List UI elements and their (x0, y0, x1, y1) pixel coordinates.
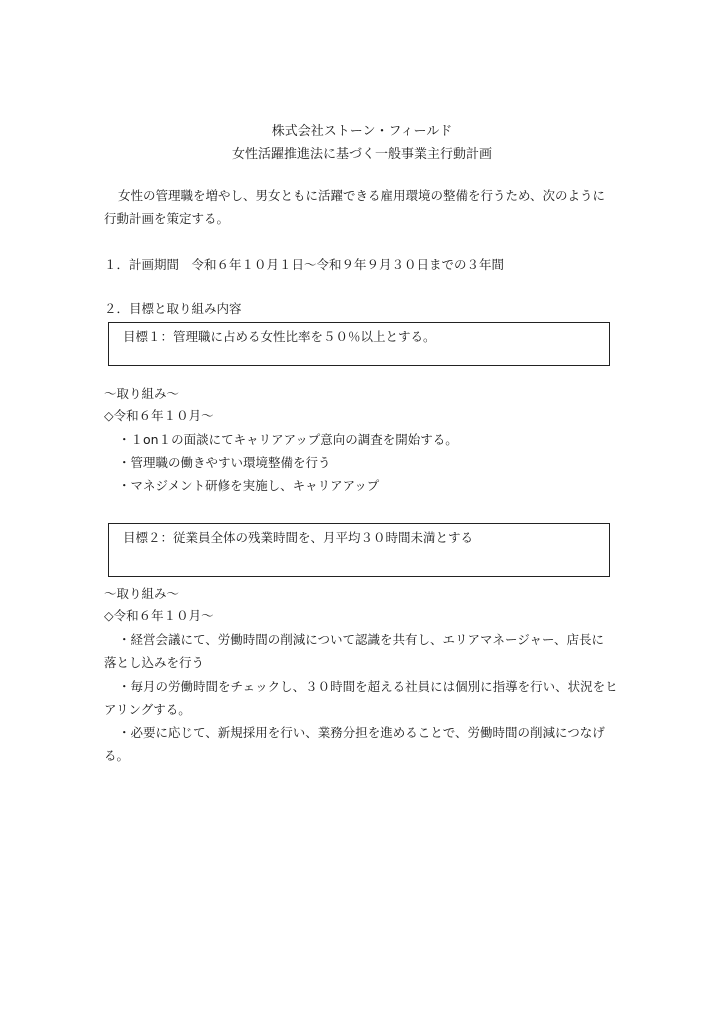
goal-2-box (108, 523, 610, 577)
goal-2-action-item-line: ・必要に応じて、新規採用を行い、業務分担を進めることで、労働時間の削減につなげ (118, 725, 605, 740)
goal-1-action-item: ・１on１の面談にてキャリアアップ意向の調査を開始する。 (118, 432, 458, 447)
goal-1-action-item: ・マネジメント研修を実施し、キャリアアップ (118, 478, 380, 493)
section-goals-heading: ２．目標と取り組み内容 (104, 301, 242, 316)
document-title: 女性活躍推進法に基づく一般事業主行動計画 (231, 147, 492, 162)
goal-1-action-item: ・管理職の働きやすい環境整備を行う (118, 455, 331, 470)
plan-period: １．計画期間 令和６年１０月１日～令和９年９月３０日までの３年間 (104, 257, 505, 272)
goal-1-box (108, 322, 610, 366)
goal-1-actions-label: ～取り組み～ (104, 386, 180, 401)
goal-2-action-item-line: ・毎月の労働時間をチェックし、３０時間を超える社員には個別に指導を行い、状況をヒ (118, 679, 618, 694)
intro-line-2: 行動計画を策定する。 (104, 211, 230, 226)
goal-2-text: 目標２：従業員全体の残業時間を、月平均３０時間未満とする (123, 530, 474, 545)
intro-line-1: 女性の管理職を増やし、男女ともに活躍できる雇用環境の整備を行うため、次のように (118, 188, 606, 203)
goal-2-actions-label: ～取り組み～ (104, 586, 180, 601)
goal-2-action-item-line: アリングする。 (104, 702, 191, 717)
company-name: 株式会社ストーン・フィールド (271, 124, 453, 139)
goal-2-action-item-line: 落とし込みを行う (104, 655, 205, 670)
goal-2-date-label: ◇令和６年１０月～ (104, 608, 214, 623)
goal-1-text: 目標１：管理職に占める女性比率を５０％以上とする。 (123, 329, 436, 344)
goal-2-action-item-line: る。 (104, 748, 130, 763)
goal-1-date-label: ◇令和６年１０月～ (104, 408, 214, 423)
goal-2-action-item-line: ・経営会議にて、労働時間の削減について認識を共有し、エリアマネージャー、店長に (118, 632, 605, 647)
